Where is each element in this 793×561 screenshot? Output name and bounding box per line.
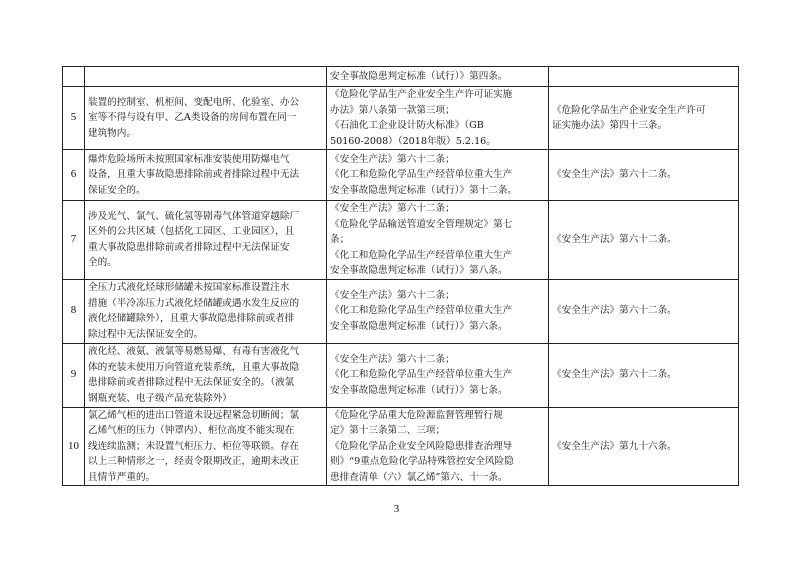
table-body: [63, 67, 739, 486]
hazard-description: [85, 150, 327, 201]
judgment-basis-line: 办法》第八条第一款第三项；: [330, 104, 455, 116]
hazard-description-line: 建筑物内。: [88, 127, 136, 139]
judgment-basis-line: 《安全生产法》第六十二条；: [330, 153, 455, 165]
table-row: [63, 279, 739, 343]
judgment-basis-line: 《危险化学品生产企业安全生产许可证实施: [330, 89, 513, 100]
judgment-basis-line: 《化工和危险化学品生产经营单位重大生产: [330, 249, 513, 261]
hazard-description-line: 重大事故隐患排除前或者排除过程中无法保证安: [88, 241, 290, 253]
penalty-basis-line: 《安全生产法》第九十六条。: [552, 440, 677, 452]
hazard-description-line: 液化烃储罐除外），且重大事故隐患排除前或者排: [88, 313, 295, 324]
penalty-basis: [549, 201, 739, 280]
hazard-description-line: 区外的公共区域（包括化工园区、工业园区），且: [88, 226, 295, 238]
table-row: [63, 201, 739, 280]
table-row: [63, 407, 739, 486]
hazard-description-line: 患排除前或者排除过程中无法保证安全的。（液氯: [88, 377, 295, 388]
hazard-description-line: 保证安全的。: [88, 184, 146, 196]
judgment-basis-line: 50160-2008）（2018年版）5.2.16。: [330, 135, 496, 147]
penalty-basis-line: 《安全生产法》第六十二条。: [552, 369, 677, 381]
hazard-description-line: 爆炸危险场所未按照国家标准安装使用防爆电气: [88, 153, 290, 165]
hazard-description: [85, 407, 327, 486]
judgment-basis-line: 《化工和危险化学品生产经营单位重大生产: [330, 369, 513, 381]
page-number: 3: [393, 503, 400, 515]
hazard-description-line: 体的充装未使用万向管道充装系统，且重大事故隐: [88, 361, 300, 373]
judgment-basis-line: 《安全生产法》第六十二条；: [330, 203, 455, 214]
table-row: [63, 343, 739, 407]
judgment-basis-line: 《危险化学品企业安全风险隐患排查治理导: [330, 440, 513, 452]
judgment-basis-line: 条；: [330, 234, 350, 245]
hazard-description-line: 液化烃、液氨、液氯等易燃易爆、有毒有害液化气: [88, 346, 300, 357]
hazard-description-line: 且情节严重的。: [88, 471, 156, 483]
judgment-basis-line: 《化工和危险化学品生产经营单位重大生产: [330, 305, 513, 317]
judgment-basis-line: 患排查清单（六）氯乙烯”第六、十一条。: [330, 471, 508, 483]
judgment-basis: [327, 343, 549, 407]
judgment-basis-line: 安全事故隐患判定标准（试行）》第十二条。: [330, 184, 518, 196]
penalty-basis: [549, 87, 739, 150]
hazard-description-line: 除过程中无法保证安全的。: [88, 328, 204, 340]
judgment-basis: [327, 407, 549, 486]
judgment-basis: [327, 150, 549, 201]
penalty-basis: [549, 67, 739, 87]
penalty-basis-line: 《安全生产法》第六十二条。: [552, 169, 677, 181]
hazard-description-line: 措施（半冷冻压力式液化烃储罐或遇水发生反应的: [88, 297, 300, 309]
penalty-basis-line: 《安全生产法》第六十二条。: [552, 305, 677, 317]
judgment-basis-line: 《安全生产法》第六十二条；: [330, 289, 455, 301]
hazard-description-line: 全的。: [88, 257, 117, 269]
penalty-basis-line: 证实施办法》第四十三条。: [552, 120, 668, 131]
judgment-basis: [327, 279, 549, 343]
penalty-basis-line: 《危险化学品生产企业安全生产许可: [552, 104, 706, 116]
judgment-basis-line: 《危险化学品重大危险源监督管理暂行规: [330, 409, 503, 421]
hazard-description-line: 设备，且重大事故隐患排除前或者排除过程中无法: [88, 169, 300, 181]
hazard-description: [85, 201, 327, 280]
row-number: 8: [63, 279, 85, 343]
penalty-basis-line: 《安全生产法》第六十二条。: [552, 234, 677, 245]
judgment-basis-line: 安全事故隐患判定标准（试行）》第六条。: [330, 320, 508, 332]
hazard-description-line: 线连续监测；未设置气柜压力、柜位等联锁。存在: [88, 440, 300, 452]
table-row: [63, 87, 739, 150]
judgment-basis: [327, 201, 549, 280]
judgment-basis-line: 《危险化学品输送管道安全管理规定》第七: [330, 218, 513, 230]
table-row: [63, 67, 739, 87]
hazard-description-line: 乙烯气柜的压力（钟罩内）、柜位高度不能实现在: [88, 425, 295, 436]
hazard-description: [85, 279, 327, 343]
penalty-basis: [549, 343, 739, 407]
table-row: [63, 150, 739, 201]
row-number: [63, 67, 85, 87]
judgment-basis-line: 《化工和危险化学品生产经营单位重大生产: [330, 169, 513, 181]
row-number: 9: [63, 343, 85, 407]
judgment-basis-line: 安全事故隐患判定标准（试行）》第八条。: [330, 265, 508, 276]
judgment-basis-line: 安全事故隐患判定标准（试行）》第四条。: [330, 70, 508, 82]
hazard-description-line: 钢瓶充装、电子级产品充装除外）: [88, 392, 232, 404]
row-number: 10: [63, 407, 85, 486]
judgment-basis-line: 《安全生产法》第六十二条；: [330, 353, 455, 365]
judgment-basis: [327, 87, 549, 150]
hazard-description-line: 全压力式液化烃球形储罐未按国家标准设置注水: [88, 282, 290, 293]
judgment-basis-line: 则》“9重点危险化学品特殊管控安全风险隐: [330, 456, 514, 467]
penalty-basis: [549, 407, 739, 486]
hazard-description-line: 涉及光气、氯气、硫化氢等剧毒气体管道穿越除厂: [88, 210, 300, 222]
hazard-description: [85, 67, 327, 87]
row-number: 7: [63, 201, 85, 280]
hazard-description-line: 以上三种情形之一，经责令限期改正，逾期未改正: [88, 456, 300, 467]
hazard-description-line: 装置的控制室、机柜间、变配电所、化验室、办公: [88, 96, 300, 108]
hazard-description-line: 氯乙烯气柜的进出口管道未设远程紧急切断阀；氯: [88, 409, 300, 421]
judgment-basis-line: 定》第十三条第二、三项；: [330, 425, 446, 436]
hazard-description-line: 室等不得与设有甲、乙A类设备的房间布置在同一: [88, 112, 297, 124]
regulation-table: [62, 66, 739, 486]
judgment-basis-line: 安全事故隐患判定标准（试行）》第七条。: [330, 384, 508, 396]
penalty-basis: [549, 150, 739, 201]
judgment-basis: [327, 67, 549, 87]
row-number: 6: [63, 150, 85, 201]
hazard-description: [85, 87, 327, 150]
hazard-description: [85, 343, 327, 407]
judgment-basis-line: 《石油化工企业设计防火标准》（GB: [330, 120, 484, 131]
row-number: 5: [63, 87, 85, 150]
penalty-basis: [549, 279, 739, 343]
